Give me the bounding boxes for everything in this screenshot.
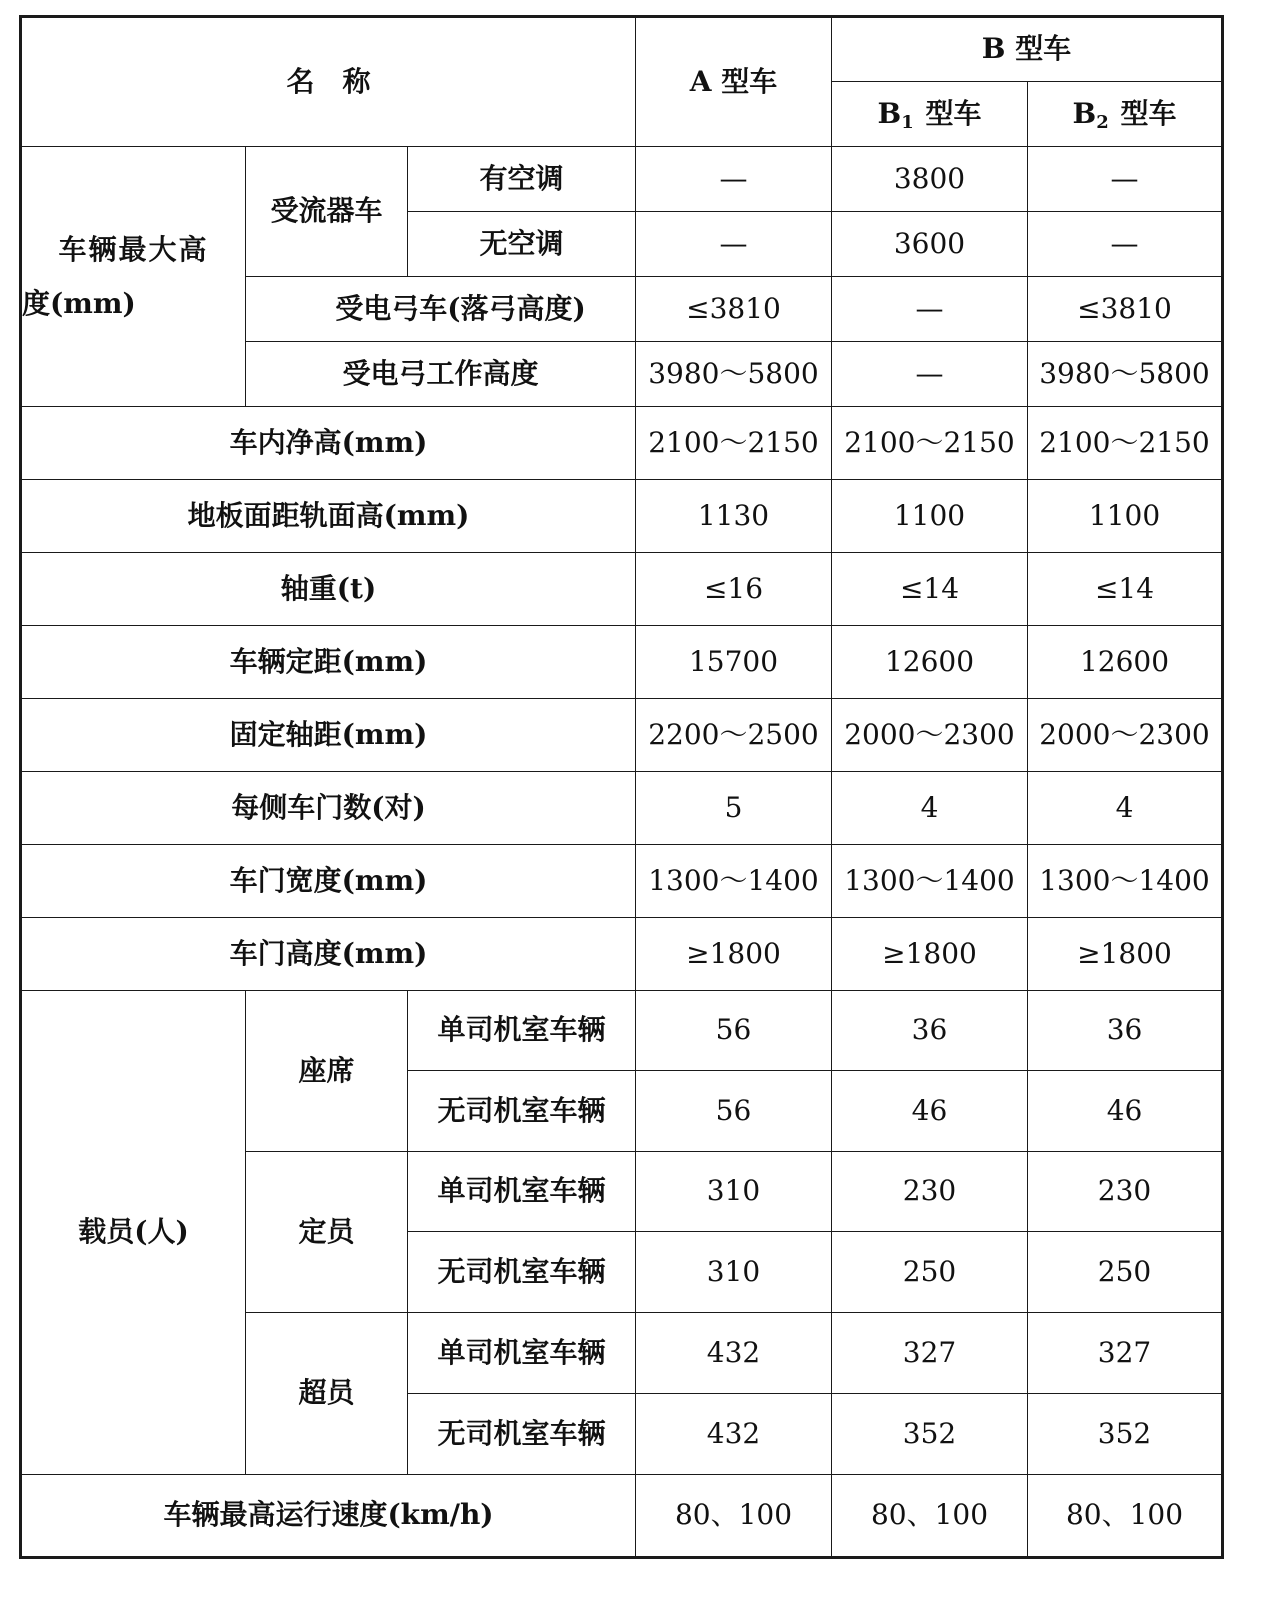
speed-a: [636, 1475, 832, 1558]
row-a-text: 5: [724, 790, 743, 824]
row-a-text: 1130: [697, 498, 770, 532]
row-max-speed: [21, 1475, 1223, 1558]
header-b2-type: [1028, 82, 1223, 147]
row-label: [21, 407, 636, 480]
working-b2-text: 3980～5800: [1039, 356, 1210, 390]
row-label-text: 固定轴距(mm): [229, 717, 428, 751]
row-a: [636, 407, 832, 480]
ac-b2-text: —: [1110, 161, 1139, 195]
over-none-label: [408, 1394, 636, 1475]
over-label-text: 超员: [298, 1376, 355, 1410]
noac-b2: [1028, 212, 1223, 277]
working-label-text: 受电弓工作高度: [342, 356, 539, 390]
ac-b1-text: 3800: [893, 161, 966, 195]
row-label-text: 每侧车门数(对): [231, 790, 426, 824]
row-b1-text: 4: [920, 790, 939, 824]
speed-b2: [1028, 1475, 1223, 1558]
over-label: [246, 1313, 408, 1475]
row-a-text: 1300～1400: [648, 863, 819, 897]
row-b1: [832, 480, 1028, 553]
seat-label: [246, 991, 408, 1152]
row-b2-text: 1100: [1088, 498, 1161, 532]
seat-none-a-text: 56: [715, 1093, 752, 1127]
pantograph-b1-text: —: [915, 291, 944, 325]
speed-a-text: 80、100: [674, 1498, 793, 1532]
working-b1: [832, 342, 1028, 407]
over-none-b1-text: 352: [902, 1416, 957, 1450]
rated-single-b2: [1028, 1152, 1223, 1232]
row-a: [636, 772, 832, 845]
speed-b1-text: 80、100: [870, 1498, 989, 1532]
rated-label: [246, 1152, 408, 1313]
header-b-type: [832, 17, 1223, 82]
table-row: [21, 699, 1223, 772]
ac-label: [408, 147, 636, 212]
pantograph-label: [246, 277, 636, 342]
row-a-text: 2100～2150: [648, 425, 819, 459]
row-b2: [1028, 553, 1223, 626]
table-row: [21, 626, 1223, 699]
noac-label-text: 无空调: [479, 226, 564, 260]
row-b1-text: ≤14: [899, 571, 960, 605]
ac-a: [636, 147, 832, 212]
collector-label: [246, 147, 408, 277]
row-a-text: 2200～2500: [648, 717, 819, 751]
ac-a-text: —: [719, 161, 748, 195]
pantograph-a-text: ≤3810: [686, 291, 781, 325]
seat-none-a: [636, 1071, 832, 1152]
seat-none-label-text: 无司机室车辆: [437, 1093, 606, 1127]
vehicle-spec-table: [19, 15, 1224, 1559]
row-b2-text: ≥1800: [1077, 936, 1172, 970]
seat-single-label: [408, 991, 636, 1071]
over-single-b1-text: 327: [902, 1335, 957, 1369]
row-b1: [832, 772, 1028, 845]
header-a-text: A 型车: [689, 64, 778, 98]
header-b1-sub: 1: [901, 111, 914, 133]
noac-b1-text: 3600: [893, 226, 966, 260]
noac-b2-text: —: [1110, 226, 1139, 260]
over-single-a-text: 432: [706, 1335, 761, 1369]
rated-single-label-text: 单司机室车辆: [437, 1174, 606, 1208]
seat-single-a: [636, 991, 832, 1071]
row-b2-text: 4: [1115, 790, 1134, 824]
row-label: [21, 845, 636, 918]
row-b1: [832, 845, 1028, 918]
row-b1-text: 2000～2300: [844, 717, 1015, 751]
row-a-text: ≥1800: [686, 936, 781, 970]
row-a: [636, 626, 832, 699]
speed-b2-text: 80、100: [1065, 1498, 1184, 1532]
over-none-b2-text: 352: [1097, 1416, 1152, 1450]
seat-single-b2: [1028, 991, 1223, 1071]
row-label-text: 轴重(t): [280, 571, 377, 605]
noac-b1: [832, 212, 1028, 277]
table-row: [21, 772, 1223, 845]
header-name: [21, 17, 636, 147]
row-b1-text: 12600: [884, 644, 975, 678]
over-single-b2: [1028, 1313, 1223, 1394]
working-b2: [1028, 342, 1223, 407]
row-a: [636, 480, 832, 553]
row-a-text: ≤16: [703, 571, 764, 605]
height-group-line2: 度(mm): [22, 286, 136, 320]
seat-single-b1-text: 36: [911, 1013, 948, 1047]
row-label: [21, 699, 636, 772]
rated-none-b2: [1028, 1232, 1223, 1313]
row-a: [636, 845, 832, 918]
noac-a: [636, 212, 832, 277]
rated-none-label-text: 无司机室车辆: [437, 1254, 606, 1288]
row-b2: [1028, 845, 1223, 918]
seat-single-label-text: 单司机室车辆: [437, 1013, 606, 1047]
row-b1-text: 1100: [893, 498, 966, 532]
row-b2-text: 2000～2300: [1039, 717, 1210, 751]
row-label: [21, 626, 636, 699]
row-a-text: 15700: [688, 644, 779, 678]
row-b1: [832, 553, 1028, 626]
rated-single-b2-text: 230: [1097, 1174, 1152, 1208]
capacity-group-label: [21, 991, 246, 1475]
rated-single-label: [408, 1152, 636, 1232]
seat-single-b2-text: 36: [1106, 1013, 1143, 1047]
over-single-b2-text: 327: [1097, 1335, 1152, 1369]
row-b1: [832, 699, 1028, 772]
rated-none-b1: [832, 1232, 1028, 1313]
over-none-label-text: 无司机室车辆: [437, 1416, 606, 1450]
rated-single-b1: [832, 1152, 1028, 1232]
working-a: [636, 342, 832, 407]
row-a: [636, 918, 832, 991]
row-b2-text: 12600: [1079, 644, 1170, 678]
header-row-1: [21, 17, 1223, 82]
seat-none-label: [408, 1071, 636, 1152]
capacity-group-text: 载员(人): [78, 1215, 189, 1249]
rated-single-a: [636, 1152, 832, 1232]
rated-none-label: [408, 1232, 636, 1313]
height-group-label: [21, 147, 246, 407]
table-row: [21, 845, 1223, 918]
row-label-text: 车门高度(mm): [229, 936, 428, 970]
rated-label-text: 定员: [298, 1214, 355, 1248]
row-b1: [832, 407, 1028, 480]
header-b2-sub: 2: [1096, 111, 1109, 133]
row-label: [21, 553, 636, 626]
rated-single-a-text: 310: [706, 1174, 761, 1208]
row-collector-ac: [21, 147, 1223, 212]
pantograph-a: [636, 277, 832, 342]
header-name-text: 名 称: [286, 64, 371, 98]
rated-single-b1-text: 230: [902, 1174, 957, 1208]
row-b2: [1028, 918, 1223, 991]
seat-single-b1: [832, 991, 1028, 1071]
row-b2: [1028, 699, 1223, 772]
row-b2-text: 1300～1400: [1039, 863, 1210, 897]
speed-label: [21, 1475, 636, 1558]
header-b2-letter: B: [1072, 96, 1097, 130]
rated-none-a: [636, 1232, 832, 1313]
speed-b1: [832, 1475, 1028, 1558]
row-b1-text: ≥1800: [882, 936, 977, 970]
row-b2-text: ≤14: [1094, 571, 1155, 605]
collector-text: 受流器车: [270, 194, 383, 228]
header-b2-suffix: 型车: [1120, 96, 1177, 130]
ac-label-text: 有空调: [479, 161, 564, 195]
header-b1-type: [832, 82, 1028, 147]
row-b1: [832, 626, 1028, 699]
pantograph-b2-text: ≤3810: [1077, 291, 1172, 325]
over-single-label-text: 单司机室车辆: [437, 1335, 606, 1369]
header-b-text: B 型车: [981, 32, 1072, 66]
header-a-type: [636, 17, 832, 147]
row-seat-single: [21, 991, 1223, 1071]
row-b2: [1028, 480, 1223, 553]
table-row: [21, 918, 1223, 991]
seat-none-b1-text: 46: [911, 1093, 948, 1127]
row-b2: [1028, 772, 1223, 845]
row-b2: [1028, 407, 1223, 480]
pantograph-label-text: 受电弓车(落弓高度): [335, 291, 586, 325]
seat-none-b2-text: 46: [1106, 1093, 1143, 1127]
table-row: [21, 407, 1223, 480]
height-group-line1: 车辆最大高: [58, 233, 209, 267]
speed-label-text: 车辆最高运行速度(km/h): [163, 1498, 494, 1532]
row-label-text: 车内净高(mm): [229, 425, 428, 459]
row-b2-text: 2100～2150: [1039, 425, 1210, 459]
seat-label-text: 座席: [298, 1053, 355, 1087]
pantograph-b2: [1028, 277, 1223, 342]
rated-none-b2-text: 250: [1097, 1254, 1152, 1288]
ac-b1: [832, 147, 1028, 212]
row-b1: [832, 918, 1028, 991]
row-label: [21, 772, 636, 845]
row-label-text: 地板面距轨面高(mm): [187, 498, 470, 532]
over-none-b1: [832, 1394, 1028, 1475]
over-none-a: [636, 1394, 832, 1475]
pantograph-b1: [832, 277, 1028, 342]
header-b1-suffix: 型车: [925, 96, 982, 130]
table-row: [21, 553, 1223, 626]
ac-b2: [1028, 147, 1223, 212]
row-a: [636, 553, 832, 626]
row-label-text: 车门宽度(mm): [229, 863, 428, 897]
table-row: [21, 480, 1223, 553]
row-b2: [1028, 626, 1223, 699]
working-label: [246, 342, 636, 407]
working-a-text: 3980～5800: [648, 356, 819, 390]
row-a: [636, 699, 832, 772]
row-label-text: 车辆定距(mm): [229, 644, 428, 678]
row-b1-text: 1300～1400: [844, 863, 1015, 897]
row-b1-text: 2100～2150: [844, 425, 1015, 459]
working-b1-text: —: [915, 356, 944, 390]
rated-none-b1-text: 250: [902, 1254, 957, 1288]
over-none-b2: [1028, 1394, 1223, 1475]
over-single-label: [408, 1313, 636, 1394]
header-b1-letter: B: [877, 96, 902, 130]
noac-a-text: —: [719, 226, 748, 260]
seat-none-b1: [832, 1071, 1028, 1152]
row-label: [21, 480, 636, 553]
seat-none-b2: [1028, 1071, 1223, 1152]
over-none-a-text: 432: [706, 1416, 761, 1450]
noac-label: [408, 212, 636, 277]
rated-none-a-text: 310: [706, 1254, 761, 1288]
row-label: [21, 918, 636, 991]
over-single-b1: [832, 1313, 1028, 1394]
seat-single-a-text: 56: [715, 1013, 752, 1047]
over-single-a: [636, 1313, 832, 1394]
